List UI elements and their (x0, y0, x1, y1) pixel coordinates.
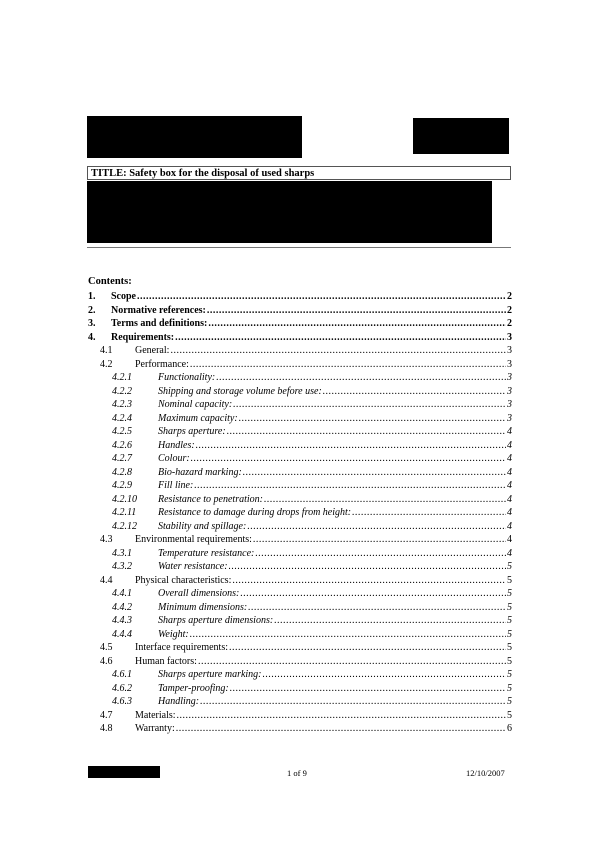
toc-entry[interactable] (88, 358, 512, 372)
toc-entry-label: Handling: (158, 696, 200, 707)
toc-entry-label: Resistance to penetration: (158, 493, 263, 505)
toc-leader-dots (264, 493, 506, 507)
toc-leader-dots (253, 533, 506, 547)
toc-leader-dots (191, 452, 506, 466)
toc-leader-dots (274, 614, 506, 628)
toc-entry-label: Minimum dimensions: (158, 601, 248, 613)
toc-entry-label: Functionality: (158, 372, 216, 383)
toc-entry-label: Materials: (135, 709, 176, 721)
toc-entry-page: 3 (507, 399, 512, 410)
toc-entry-page: 4 (507, 547, 512, 559)
toc-entry-number: 4.2.7 (112, 453, 132, 464)
toc-entry[interactable] (88, 709, 512, 723)
toc-entry[interactable] (88, 574, 512, 588)
toc-entry-page: 4 (507, 466, 512, 478)
toc-entry-number: 4.4.3 (112, 615, 132, 626)
toc-entry-number: 4.1 (100, 345, 113, 356)
toc-leader-dots (263, 668, 506, 682)
toc-entry-page: 3 (507, 412, 512, 424)
toc-entry[interactable] (88, 520, 512, 534)
toc-entry-label: Bio-hazard marking: (158, 466, 242, 478)
toc-entry[interactable] (88, 344, 512, 358)
toc-entry[interactable] (88, 479, 512, 493)
toc-entry[interactable] (88, 317, 512, 331)
toc-entry-page: 5 (507, 574, 512, 586)
toc-entry-label: Interface requirements: (135, 642, 229, 653)
toc-entry-number: 4.2.2 (112, 385, 132, 397)
toc-leader-dots (175, 331, 506, 345)
toc-entry-page: 5 (507, 655, 512, 667)
toc-entry-label: Normative references: (111, 304, 206, 316)
toc-entry-number: 4.6.3 (112, 696, 132, 707)
toc-entry-page: 4 (507, 426, 512, 437)
toc-entry-label: Maximum capacity: (158, 412, 238, 424)
document-title: TITLE: Safety box for the disposal of used sharps (87, 166, 511, 180)
page-indicator: 1 of 9 (287, 768, 307, 778)
toc-entry[interactable] (88, 371, 512, 385)
toc-entry[interactable] (88, 655, 512, 669)
toc-leader-dots (248, 601, 506, 615)
toc-entry-page: 2 (507, 304, 512, 316)
toc-entry[interactable] (88, 331, 512, 345)
toc-entry-page: 5 (507, 601, 512, 613)
toc-entry-page: 5 (507, 669, 512, 680)
toc-entry-label: Terms and definitions: (111, 318, 208, 329)
toc-entry-number: 4.6.1 (112, 669, 132, 680)
toc-entry-number: 4.3.2 (112, 561, 132, 572)
toc-entry-page: 3 (507, 372, 512, 383)
toc-entry-number: 4.4 (100, 574, 113, 586)
toc-entry-number: 4.2.6 (112, 439, 132, 451)
toc-entry-number: 4.2 (100, 358, 113, 370)
toc-entry[interactable] (88, 466, 512, 480)
toc-entry-page: 3 (507, 331, 512, 343)
toc-entry[interactable] (88, 587, 512, 601)
toc-leader-dots (243, 466, 506, 480)
toc-entry-number: 4.2.9 (112, 480, 132, 491)
toc-entry-number: 4.2.11 (112, 507, 137, 518)
toc-leader-dots (177, 709, 506, 723)
toc-entry[interactable] (88, 722, 512, 736)
redacted-header-right (413, 118, 509, 154)
toc-leader-dots (190, 628, 506, 642)
toc-entry-number: 4.4.4 (112, 628, 132, 640)
toc-entry-page: 6 (507, 723, 512, 734)
toc-entry-label: Handles: (158, 439, 195, 451)
toc-entry-number: 2. (88, 304, 96, 316)
toc-entry-number: 4.3.1 (112, 547, 132, 559)
toc-entry[interactable] (88, 614, 512, 628)
toc-entry[interactable] (88, 641, 512, 655)
toc-entry-page: 3 (507, 358, 512, 370)
toc-entry[interactable] (88, 668, 512, 682)
toc-entry-label: Temperature resistance: (158, 547, 255, 559)
toc-leader-dots (247, 520, 506, 534)
toc-entry[interactable] (88, 682, 512, 696)
toc-leader-dots (239, 412, 506, 426)
toc-entry-number: 4.5 (100, 642, 113, 653)
toc-entry-label: Nominal capacity: (158, 399, 233, 410)
toc-entry-label: Overall dimensions: (158, 588, 240, 599)
contents-heading: Contents: (88, 276, 132, 287)
toc-entry-number: 4.7 (100, 709, 113, 721)
toc-leader-dots (190, 358, 506, 372)
toc-entry-label: Warranty: (135, 723, 175, 734)
toc-entry-number: 4.2.4 (112, 412, 132, 424)
toc-entry-page: 4 (507, 480, 512, 491)
toc-entry-label: General: (135, 345, 170, 356)
redacted-header-left (87, 116, 302, 158)
toc-leader-dots (196, 439, 506, 453)
toc-entry[interactable] (88, 506, 512, 520)
toc-entry-label: Performance: (135, 358, 189, 370)
toc-leader-dots (194, 479, 506, 493)
toc-entry-label: Scope (111, 291, 136, 302)
toc-entry-label: Tamper-proofing: (158, 682, 229, 694)
toc-entry-label: Stability and spillage: (158, 520, 247, 532)
toc-entry-label: Requirements: (111, 331, 175, 343)
toc-entry-label: Physical characteristics: (135, 574, 232, 586)
table-of-contents (88, 290, 512, 736)
toc-entry-label: Resistance to damage during drops from height: (158, 507, 352, 518)
toc-leader-dots (352, 506, 506, 520)
toc-leader-dots (176, 722, 506, 736)
toc-entry-page: 2 (507, 291, 512, 302)
toc-entry-number: 4.2.1 (112, 372, 132, 383)
toc-leader-dots (170, 344, 506, 358)
footer-date: 12/10/2007 (466, 768, 505, 778)
toc-entry[interactable] (88, 439, 512, 453)
toc-leader-dots (229, 641, 506, 655)
toc-leader-dots (208, 317, 506, 331)
toc-entry-page: 2 (507, 318, 512, 329)
toc-leader-dots (198, 655, 506, 669)
toc-entry-label: Shipping and storage volume before use: (158, 385, 322, 397)
toc-entry-number: 4.4.1 (112, 588, 132, 599)
toc-leader-dots (207, 304, 506, 318)
toc-leader-dots (232, 574, 506, 588)
toc-entry[interactable] (88, 547, 512, 561)
toc-entry-label: Human factors: (135, 655, 197, 667)
toc-entry-page: 5 (507, 642, 512, 653)
toc-entry-label: Weight: (158, 628, 189, 640)
toc-entry-number: 4.2.8 (112, 466, 132, 478)
toc-entry-number: 4.2.10 (112, 493, 137, 505)
toc-entry-page: 4 (507, 493, 512, 505)
toc-entry-page: 5 (507, 615, 512, 626)
toc-leader-dots (137, 290, 506, 304)
toc-leader-dots (323, 385, 506, 399)
toc-entry-page: 4 (507, 520, 512, 532)
toc-entry-page: 3 (507, 385, 512, 397)
toc-leader-dots (233, 398, 506, 412)
toc-entry-number: 4.4.2 (112, 601, 132, 613)
toc-entry-number: 3. (88, 318, 96, 329)
redacted-title-block (87, 181, 492, 243)
toc-leader-dots (229, 560, 506, 574)
toc-entry[interactable] (88, 425, 512, 439)
toc-entry-page: 5 (507, 709, 512, 721)
toc-entry[interactable] (88, 695, 512, 709)
toc-leader-dots (240, 587, 506, 601)
toc-entry-number: 4.8 (100, 723, 113, 734)
toc-leader-dots (227, 425, 506, 439)
toc-leader-dots (216, 371, 506, 385)
toc-entry-number: 1. (88, 291, 96, 302)
toc-entry-label: Colour: (158, 453, 190, 464)
toc-entry-number: 4.2.5 (112, 426, 132, 437)
toc-entry-label: Sharps aperture dimensions: (158, 615, 274, 626)
toc-entry-label: Environmental requirements: (135, 534, 252, 545)
toc-entry[interactable] (88, 385, 512, 399)
redacted-footer-left (88, 766, 160, 778)
toc-entry-page: 4 (507, 507, 512, 518)
toc-leader-dots (255, 547, 506, 561)
toc-entry-page: 5 (507, 682, 512, 694)
toc-entry-page: 5 (507, 696, 512, 707)
toc-entry[interactable] (88, 290, 512, 304)
header-divider (87, 247, 511, 248)
toc-entry-label: Sharps aperture marking: (158, 669, 262, 680)
toc-entry-number: 4.6 (100, 655, 113, 667)
toc-entry[interactable] (88, 493, 512, 507)
toc-entry-page: 5 (507, 628, 512, 640)
toc-entry[interactable] (88, 601, 512, 615)
toc-entry-label: Sharps aperture: (158, 426, 226, 437)
toc-entry[interactable] (88, 560, 512, 574)
toc-entry[interactable] (88, 452, 512, 466)
toc-leader-dots (200, 695, 506, 709)
toc-entry-page: 4 (507, 534, 512, 545)
toc-entry-label: Water resistance: (158, 561, 228, 572)
toc-leader-dots (230, 682, 506, 696)
toc-entry-number: 4.2.3 (112, 399, 132, 410)
toc-entry-page: 3 (507, 345, 512, 356)
toc-entry[interactable] (88, 412, 512, 426)
toc-entry-number: 4. (88, 331, 96, 343)
toc-entry-number: 4.3 (100, 534, 113, 545)
toc-entry-label: Fill line: (158, 480, 194, 491)
toc-entry-number: 4.2.12 (112, 520, 137, 532)
toc-entry-number: 4.6.2 (112, 682, 132, 694)
toc-entry[interactable] (88, 533, 512, 547)
toc-entry-page: 5 (507, 561, 512, 572)
toc-entry[interactable] (88, 398, 512, 412)
toc-entry[interactable] (88, 304, 512, 318)
toc-entry-page: 4 (507, 439, 512, 451)
toc-entry-page: 4 (507, 453, 512, 464)
toc-entry-page: 5 (507, 588, 512, 599)
toc-entry[interactable] (88, 628, 512, 642)
